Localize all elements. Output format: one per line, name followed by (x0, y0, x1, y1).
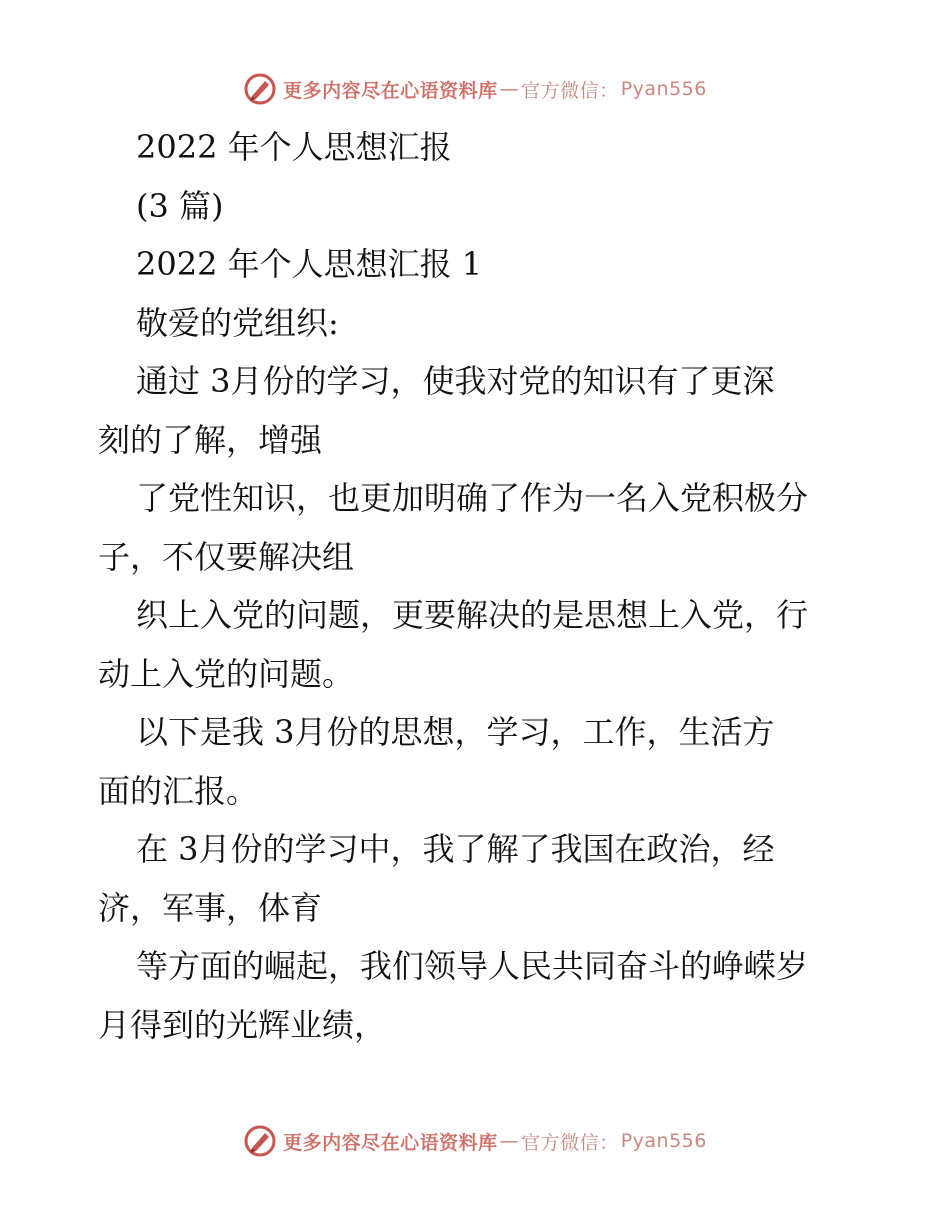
watermark-dash: — (499, 78, 520, 100)
body-line: 子，不仅要解决组 (98, 537, 355, 576)
pen-logo-icon (243, 72, 277, 106)
header-watermark (0, 72, 950, 106)
watermark-text: 更多内容尽在心语资料库 (283, 79, 498, 102)
body-line: 济，军事，体育 (98, 888, 323, 927)
footer-watermark (0, 1124, 950, 1158)
body-line: 通过 3月份的学习，使我对党的知识有了更深 (136, 362, 775, 400)
watermark-dash: — (499, 1130, 520, 1152)
watermark-text: 更多内容尽在心语资料库 (283, 1131, 498, 1154)
watermark-wechat-id: Pyan556 (620, 78, 707, 100)
watermark-wechat-label: 官方微信： (521, 1131, 619, 1154)
document-title: 2022 年个人思想汇报 (136, 128, 452, 166)
body-line: 在 3月份的学习中，我了解了我国在政治，经 (136, 830, 775, 868)
section-heading: 2022 年个人思想汇报 1 (136, 245, 483, 283)
body-line: 刻的了解，增强 (98, 420, 323, 459)
body-line: 织上入党的问题，更要解决的是思想上入党，行 (136, 596, 809, 634)
body-line: 面的汇报。 (98, 771, 259, 810)
body-line: 等方面的崛起，我们领导人民共同奋斗的峥嵘岁 (136, 947, 809, 985)
body-line: 动上入党的问题。 (98, 654, 355, 693)
document-subtitle: (3 篇) (136, 186, 224, 225)
body-line: 以下是我 3月份的思想，学习，工作，生活方 (136, 713, 775, 751)
watermark-wechat-label: 官方微信： (521, 79, 619, 102)
watermark-wechat-id: Pyan556 (620, 1130, 707, 1152)
salutation: 敬爱的党组织: (136, 303, 339, 342)
document-body (98, 118, 868, 1054)
pen-logo-icon (243, 1124, 277, 1158)
body-line: 了党性知识，也更加明确了作为一名入党积极分 (136, 479, 809, 517)
body-line: 月得到的光辉业绩， (98, 1005, 387, 1044)
